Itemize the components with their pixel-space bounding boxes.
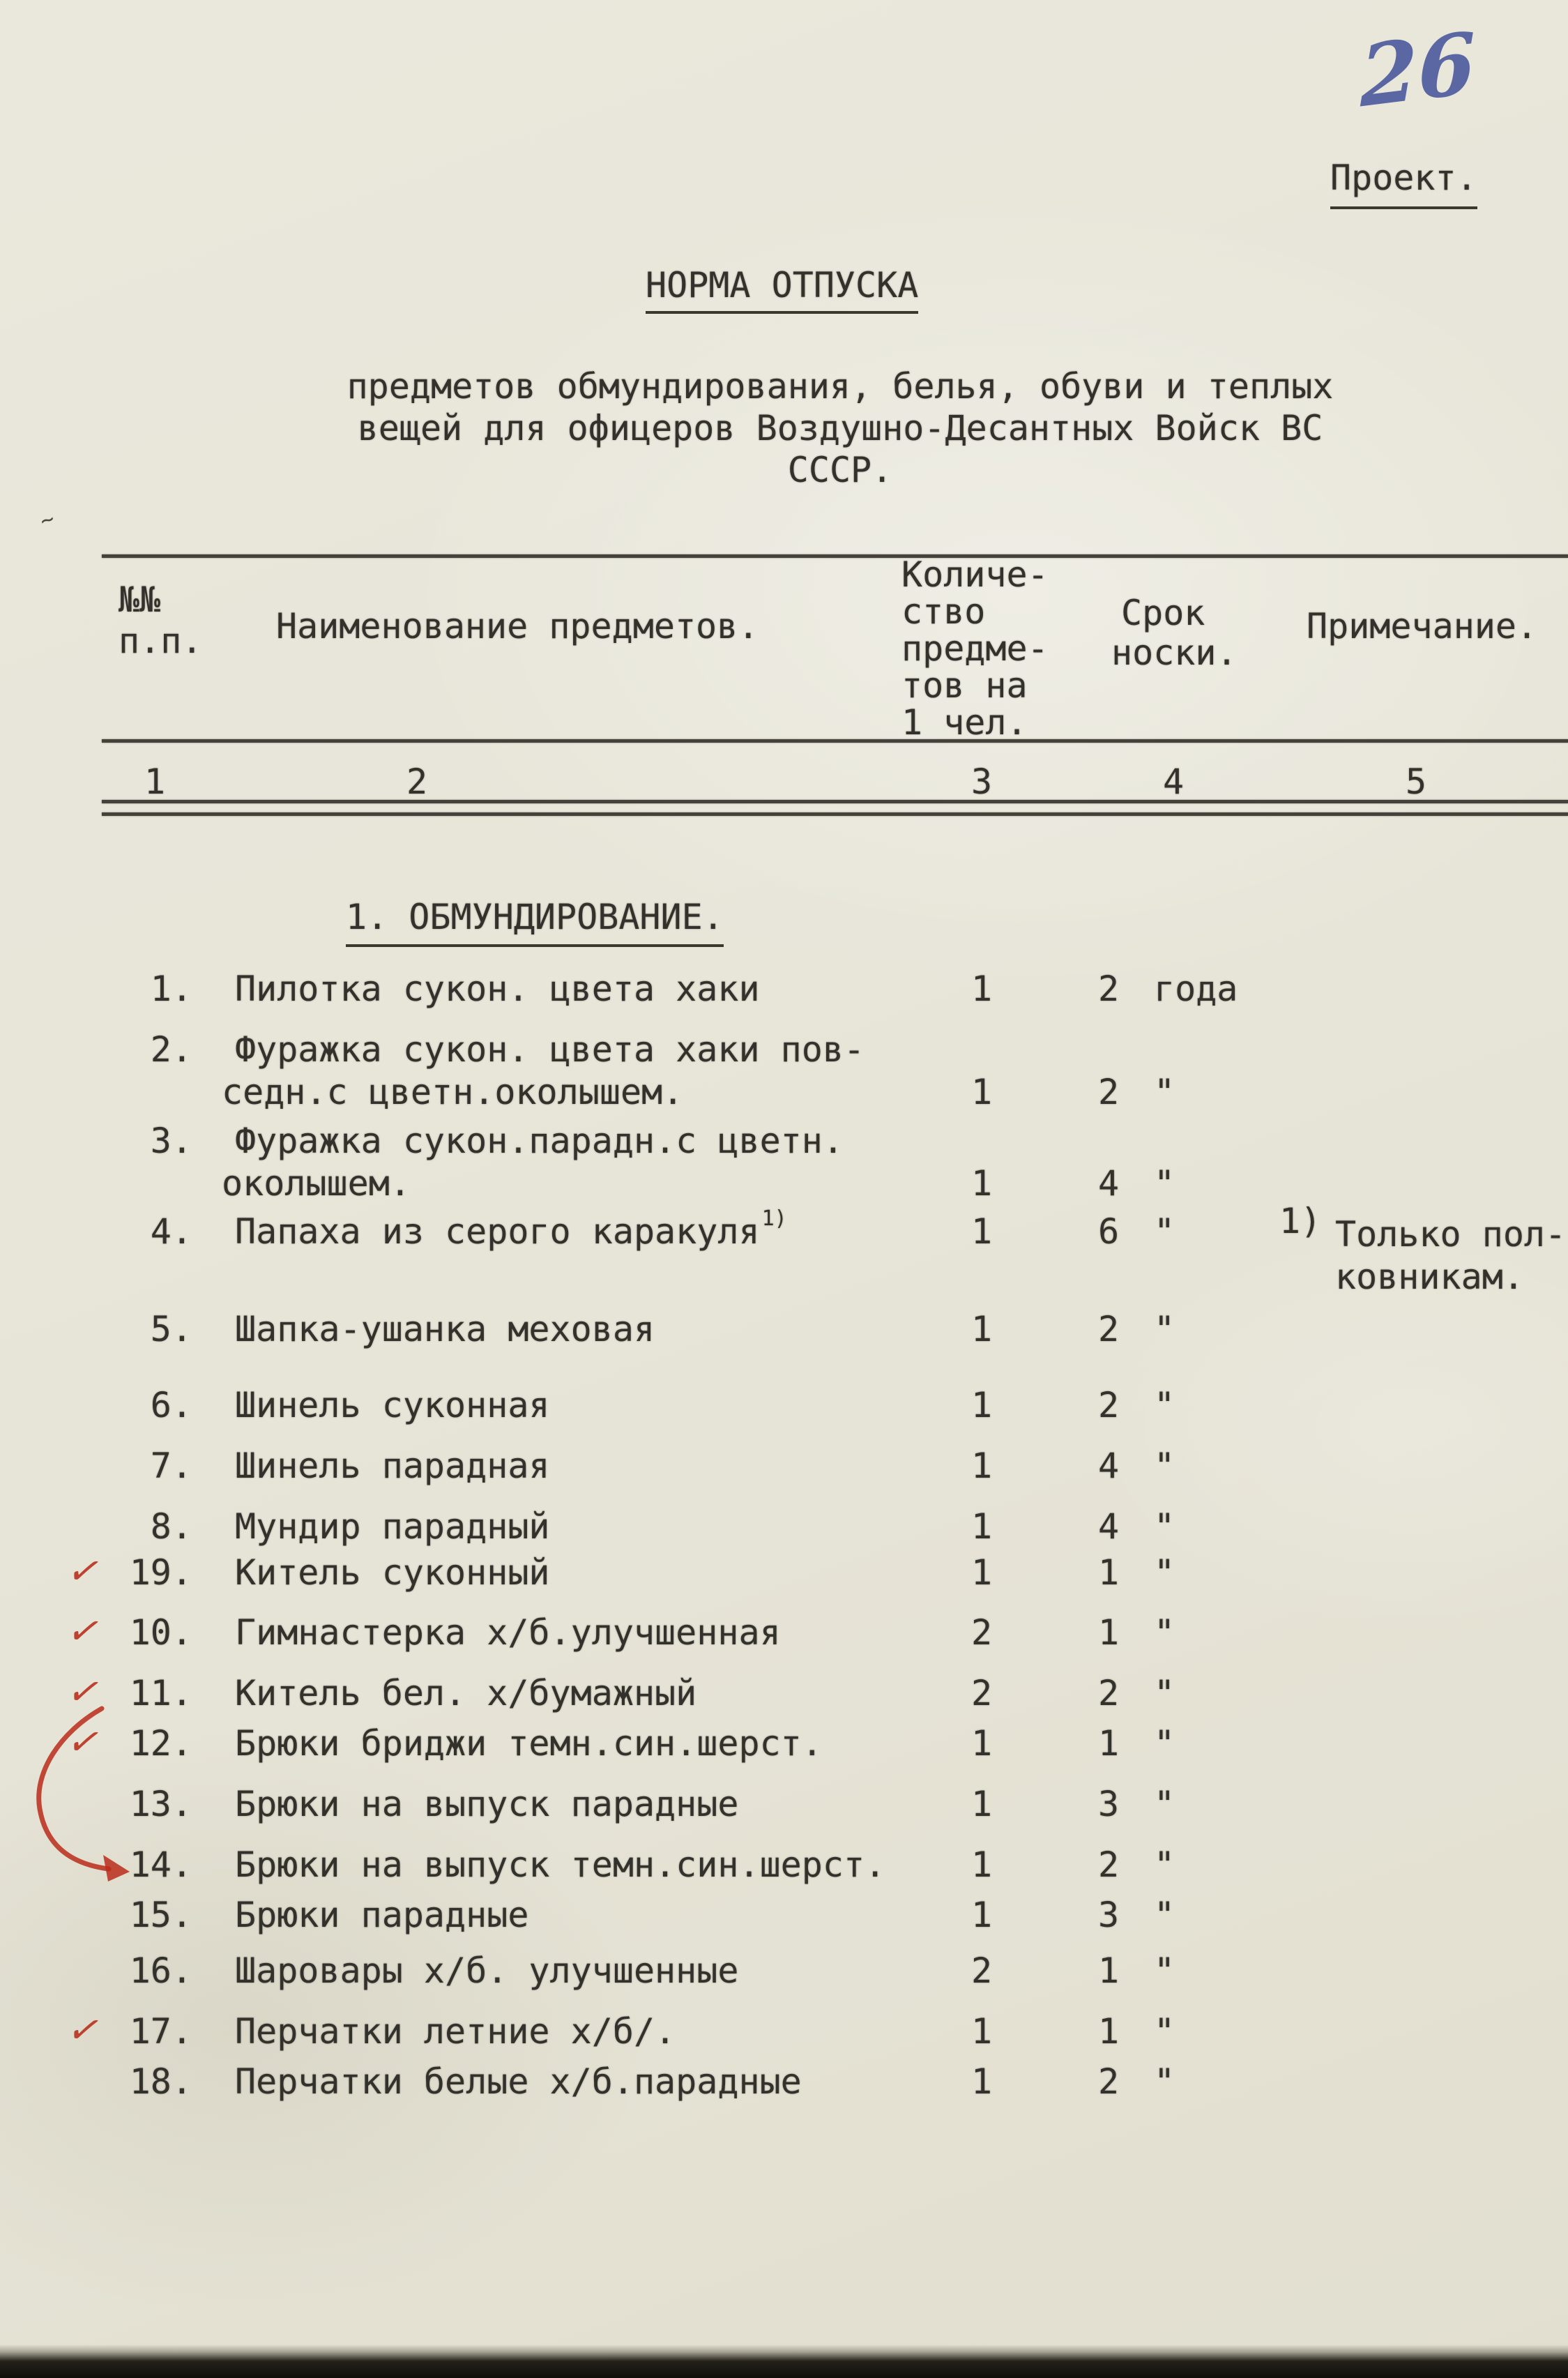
red-checkmark: ✓ [64,1603,107,1656]
quantity-value: 1 [971,1506,993,1547]
item-name: Гимнастерка х/б.улучшенная [235,1612,781,1653]
header-line: Количе- [901,554,1049,595]
item-name: Брюки бриджи темн.син.шерст. [235,1723,823,1764]
column-number-5: 5 [1405,762,1427,802]
red-checkmark: ✓ [64,1664,107,1716]
column-number-2: 2 [406,762,428,802]
table-row [0,1029,1568,1121]
column-number-4: 4 [1162,762,1185,802]
quantity-value: 1 [971,1784,993,1824]
red-arrow-annotation [20,1696,166,1898]
quantity-value: 1 [971,2011,993,2052]
draft-label: Проект. [1330,158,1477,209]
item-name: Фуражка сукон.парадн.с цветн. [235,1121,844,1161]
item-name-continued: околышем. [222,1163,411,1204]
quantity-value: 1 [971,1446,993,1486]
row-number: 11. [129,1673,192,1713]
column-header-remarks: Примечание. [1307,606,1538,646]
row-number: 5. [150,1309,192,1349]
wear-term-unit: " [1154,1163,1175,1204]
wear-term-unit: " [1154,2061,1175,2102]
row-number: 1. [150,969,192,1009]
quantity-value: 1 [971,1895,993,1935]
wear-term-value: 2 [1097,2061,1120,2102]
row-number: 19. [129,1552,192,1593]
wear-term-value: 4 [1097,1163,1120,1204]
item-name: Брюки на выпуск парадные [235,1784,739,1824]
item-name: Перчатки белые х/б.парадные [235,2061,802,2102]
red-checkmark: ✓ [64,1714,107,1766]
quantity-value: 1 [971,1072,993,1112]
footnote-reference: 1) [761,1206,787,1232]
row-number: 16. [129,1951,192,1991]
quantity-value: 2 [971,1673,993,1713]
wear-term-value: 3 [1097,1895,1120,1935]
header-line: №№ [119,580,161,620]
item-name-continued: седн.с цветн.околышем. [222,1072,684,1112]
item-name: Шинель парадная [235,1446,550,1486]
wear-term-unit: " [1154,1552,1175,1593]
footnote-line: Только пол- [1335,1214,1567,1255]
row-number: 14. [129,1845,192,1885]
quantity-value: 1 [971,969,993,1009]
header-line: носки. [1111,633,1238,673]
table-row [0,1121,1568,1213]
header-line: Срок [1121,593,1205,633]
wear-term-unit: " [1154,1506,1175,1547]
quantity-value: 1 [971,1211,993,1252]
wear-term-value: 1 [1097,1552,1120,1593]
wear-term-unit: " [1154,1309,1175,1349]
row-number: 17. [129,2011,192,2052]
wear-term-value: 3 [1097,1784,1120,1824]
scan-edge-shadow [0,2345,1568,2378]
wear-term-unit: " [1154,1723,1175,1764]
wear-term-unit: " [1154,1784,1175,1824]
row-number: 15. [129,1895,192,1935]
column-number-1: 1 [144,762,166,802]
header-line: тов на [901,665,1028,706]
header-line: 1 чел. [901,702,1028,743]
quantity-value: 1 [971,1723,993,1764]
table-row [0,1206,1568,1303]
row-number: 2. [150,1029,192,1070]
quantity-value: 2 [971,1612,993,1653]
wear-term-unit: " [1154,1211,1175,1252]
header-line: п.п. [119,621,203,661]
wear-term-unit: " [1154,1072,1175,1112]
wear-term-value: 2 [1097,1385,1120,1425]
wear-term-unit: " [1154,1673,1175,1713]
table-row [0,2061,1568,2153]
quantity-value: 1 [971,1163,993,1204]
wear-term-value: 2 [1097,1072,1120,1112]
wear-term-value: 2 [1097,1309,1120,1349]
column-header-item-name: Наименование предметов. [276,606,759,646]
item-name: Брюки на выпуск темн.син.шерст. [235,1845,886,1885]
document-title: НОРМА ОТПУСКА [646,265,918,314]
wear-term-unit: года [1154,969,1238,1009]
wear-term-unit: " [1154,2011,1175,2052]
row-number: 3. [150,1121,192,1161]
row-number: 6. [150,1385,192,1425]
handwritten-page-number: 26 [1359,13,1477,127]
red-checkmark: ✓ [64,2002,107,2054]
wear-term-unit: " [1154,1446,1175,1486]
item-name: Шинель суконная [235,1385,550,1425]
quantity-value: 1 [971,1845,993,1885]
row-number: 12. [129,1723,192,1764]
item-name: Китель бел. х/бумажный [235,1673,697,1713]
item-name: Шапка-ушанка меховая [235,1309,655,1349]
row-number: 7. [150,1446,192,1486]
wear-term-unit: " [1154,1895,1175,1935]
section-title: 1. ОБМУНДИРОВАНИЕ. [346,897,724,947]
row-number: 8. [150,1506,192,1547]
wear-term-value: 1 [1097,1723,1120,1764]
quantity-value: 2 [971,1951,993,1991]
wear-term-unit: " [1154,1385,1175,1425]
row-number: 13. [129,1784,192,1824]
red-checkmark: ✓ [64,1543,107,1596]
item-name: Пилотка сукон. цвета хаки [235,969,760,1009]
quantity-value: 1 [971,2061,993,2102]
subtitle-line: вещей для офицеров Воздушно-Десантных Войск ВС [357,408,1323,448]
wear-term-unit: " [1154,1612,1175,1653]
subtitle-line: предметов обмундирования, белья, обуви и теплых [347,366,1334,407]
wear-term-value: 4 [1097,1446,1120,1486]
quantity-value: 1 [971,1552,993,1593]
item-name: Папаха из серого каракуля $^{1)}$ [235,1206,787,1252]
header-line: предме- [901,628,1049,669]
item-name: Мундир парадный [235,1506,550,1547]
wear-term-value: 4 [1097,1506,1120,1547]
row-number: 10. [129,1612,192,1653]
quantity-value: 1 [971,1309,993,1349]
subtitle-line: СССР. [787,450,893,490]
quantity-value: 1 [971,1385,993,1425]
wear-term-value: 2 [1097,1673,1120,1713]
item-name: Шаровары х/б. улучшенные [235,1951,739,1991]
footnote-marker: 1) [1279,1201,1322,1241]
wear-term-value: 2 [1097,969,1120,1009]
wear-term-value: 1 [1097,1612,1120,1653]
item-name: Китель суконный [235,1552,550,1593]
wear-term-value: 1 [1097,2011,1120,2052]
wear-term-value: 2 [1097,1845,1120,1885]
column-number-3: 3 [971,762,993,802]
margin-mark: ~ [36,504,58,535]
header-line: ство [901,591,986,632]
wear-term-value: 1 [1097,1951,1120,1991]
row-number: 4. [150,1211,192,1252]
item-name: Брюки парадные [235,1895,529,1935]
footnote-line: ковникам. [1335,1257,1524,1297]
wear-term-unit: " [1154,1845,1175,1885]
item-name: Перчатки летние х/б/. [235,2011,676,2052]
wear-term-value: 6 [1097,1211,1120,1252]
item-name: Фуражка сукон. цвета хаки пов- [235,1029,865,1070]
row-number: 18. [129,2061,192,2102]
wear-term-unit: " [1154,1951,1175,1991]
